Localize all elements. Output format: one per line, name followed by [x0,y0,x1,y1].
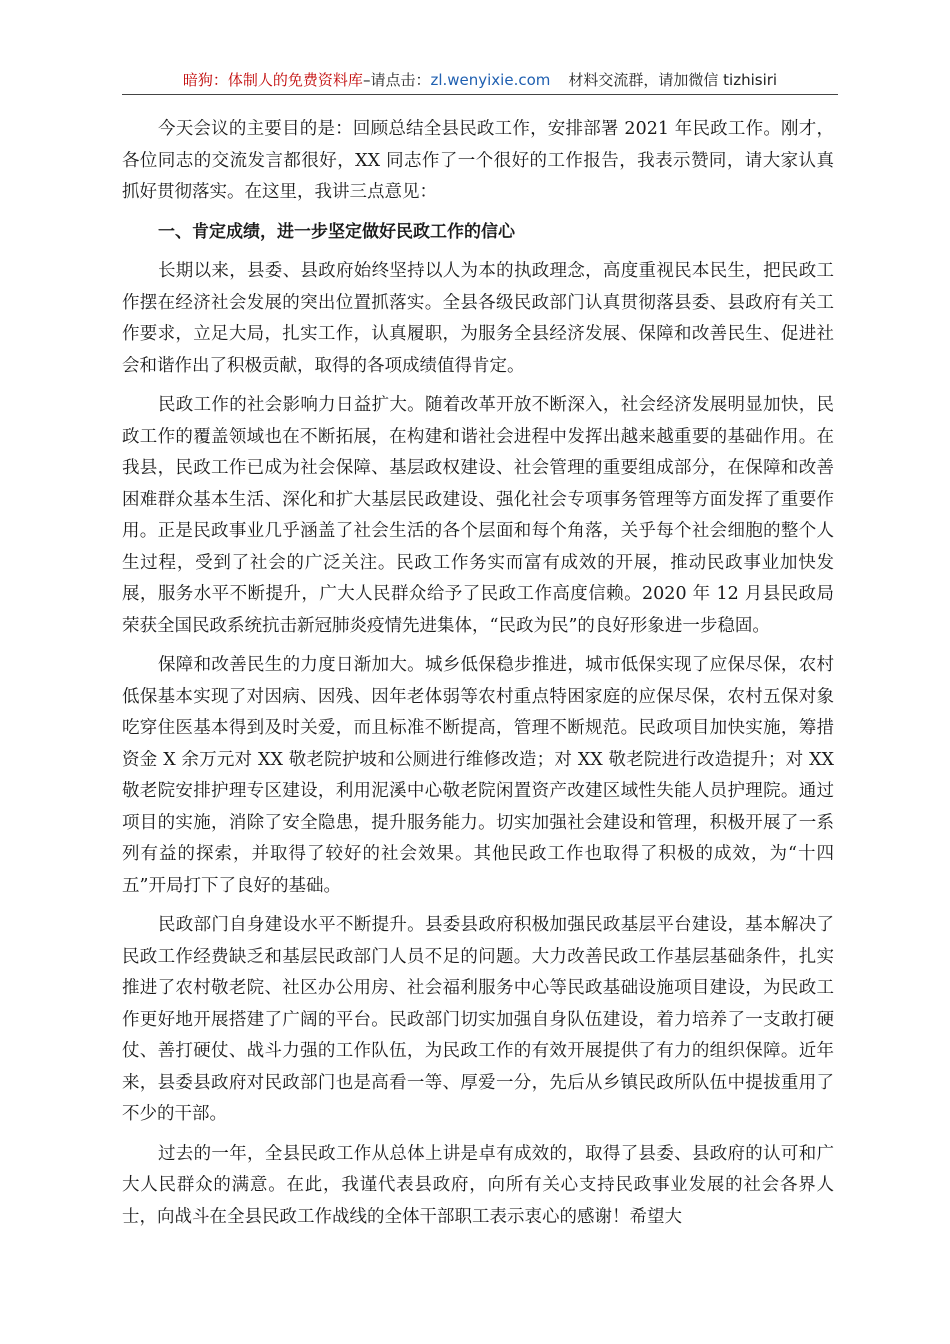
intro-paragraph: 今天会议的主要目的是：回顾总结全县民政工作，安排部署 2021 年民政工作。刚才，各位同志的交流发言都很好，XX 同志作了一个很好的工作报告，我表示赞同，请大家认真抓好贯彻落实。在这里，我讲三点意见： [122,119,834,202]
body-paragraph: 民政部门自身建设水平不断提升。县委县政府积极加强民政基层平台建设，基本解决了民政工作经费缺乏和基层民政部门人员不足的问题。大力改善民政工作基层基础条件，扎实推进了农村敬老院、社区办公用房、社会福利服务中心等民政基础设施项目建设，为民政工作更好地开展搭建了广阔的平台。民政部门切实加强自身队伍建设，着力培养了一支敢打硬仗、善打硬仗、战斗力强的工作队伍，为民政工作的有效开展提供了有力的组织保障。近年来，县委县政府对民政部门也是高看一等、厚爱一分，先后从乡镇民政所队伍中提拔重用了不少的干部。 [122,915,834,1124]
body-paragraph: 民政工作的社会影响力日益扩大。随着改革开放不断深入，社会经济发展明显加快，民政工作的覆盖领域也在不断拓展，在构建和谐社会进程中发挥出越来越重要的基础作用。在我县，民政工作已成为社会保障、基层政权建设、社会管理的重要组成部分，在保障和改善困难群众基本生活、深化和扩大基层民政建设、强化社会专项事务管理等方面发挥了重要作用。正是民政事业几乎涵盖了社会生活的各个层面和每个角落，关乎每个社会细胞的整个人生过程，受到了社会的广泛关注。民政工作务实而富有成效的开展，推动民政事业加快发展，服务水平不断提升，广大人民群众给予了民政工作高度信赖。2020 年 12 月县民政局荣获全国民政系统抗击新冠肺炎疫情先进集体，“民政为民”的良好形象进一步稳固。 [122,395,834,636]
section-heading: 一、肯定成绩，进一步坚定做好民政工作的信心 [158,221,515,242]
header-url-link[interactable]: zl.wenyixie.com [430,71,551,89]
header-group-text: 材料交流群，请加微信 tizhisiri [568,71,778,89]
header-click-prefix: –请点击： [362,71,431,89]
page-header [122,66,838,95]
document-body [122,114,834,1241]
body-paragraph: 过去的一年，全县民政工作从总体上讲是卓有成效的，取得了县委、县政府的认可和广大人民群众的满意。在此，我谨代表县政府，向所有关心支持民政事业发展的社会各界人士，向战斗在全县民政工作战线的全体干部职工表示衷心的感谢！希望大 [122,1143,834,1227]
body-paragraph: 保障和改善民生的力度日渐加大。城乡低保稳步推进，城市低保实现了应保尽保，农村低保基本实现了对因病、因残、因年老体弱等农村重点特困家庭的应保尽保，农村五保对象吃穿住医基本得到及时关爱，而且标准不断提高，管理不断规范。民政项目加快实施，筹措资金 X 余万元对 XX 敬老院护坡和公厕进行维修改造；对 XX 敬老院进行改造提升；对 XX 敬老院安排护理专区建设，利用泥溪中心敬老院闲置资产改建区域性失能人员护理院。通过项目的实施，消除了安全隐患，提升服务能力。切实加强社会建设和管理，积极开展了一系列有益的探索，并取得了较好的社会效果。其他民政工作也取得了积极的成效，为“十四五”开局打下了良好的基础。 [122,655,834,896]
body-paragraph: 长期以来，县委、县政府始终坚持以人为本的执政理念，高度重视民本民生，把民政工作摆在经济社会发展的突出位置抓落实。全县各级民政部门认真贯彻落县委、县政府有关工作要求，立足大局，扎实工作，认真履职，为服务全县经济发展、保障和改善民生、促进社会和谐作出了积极贡献，取得的各项成绩值得肯定。 [122,261,834,376]
header-brand: 暗狗：体制人的免费资料库 [182,71,363,89]
